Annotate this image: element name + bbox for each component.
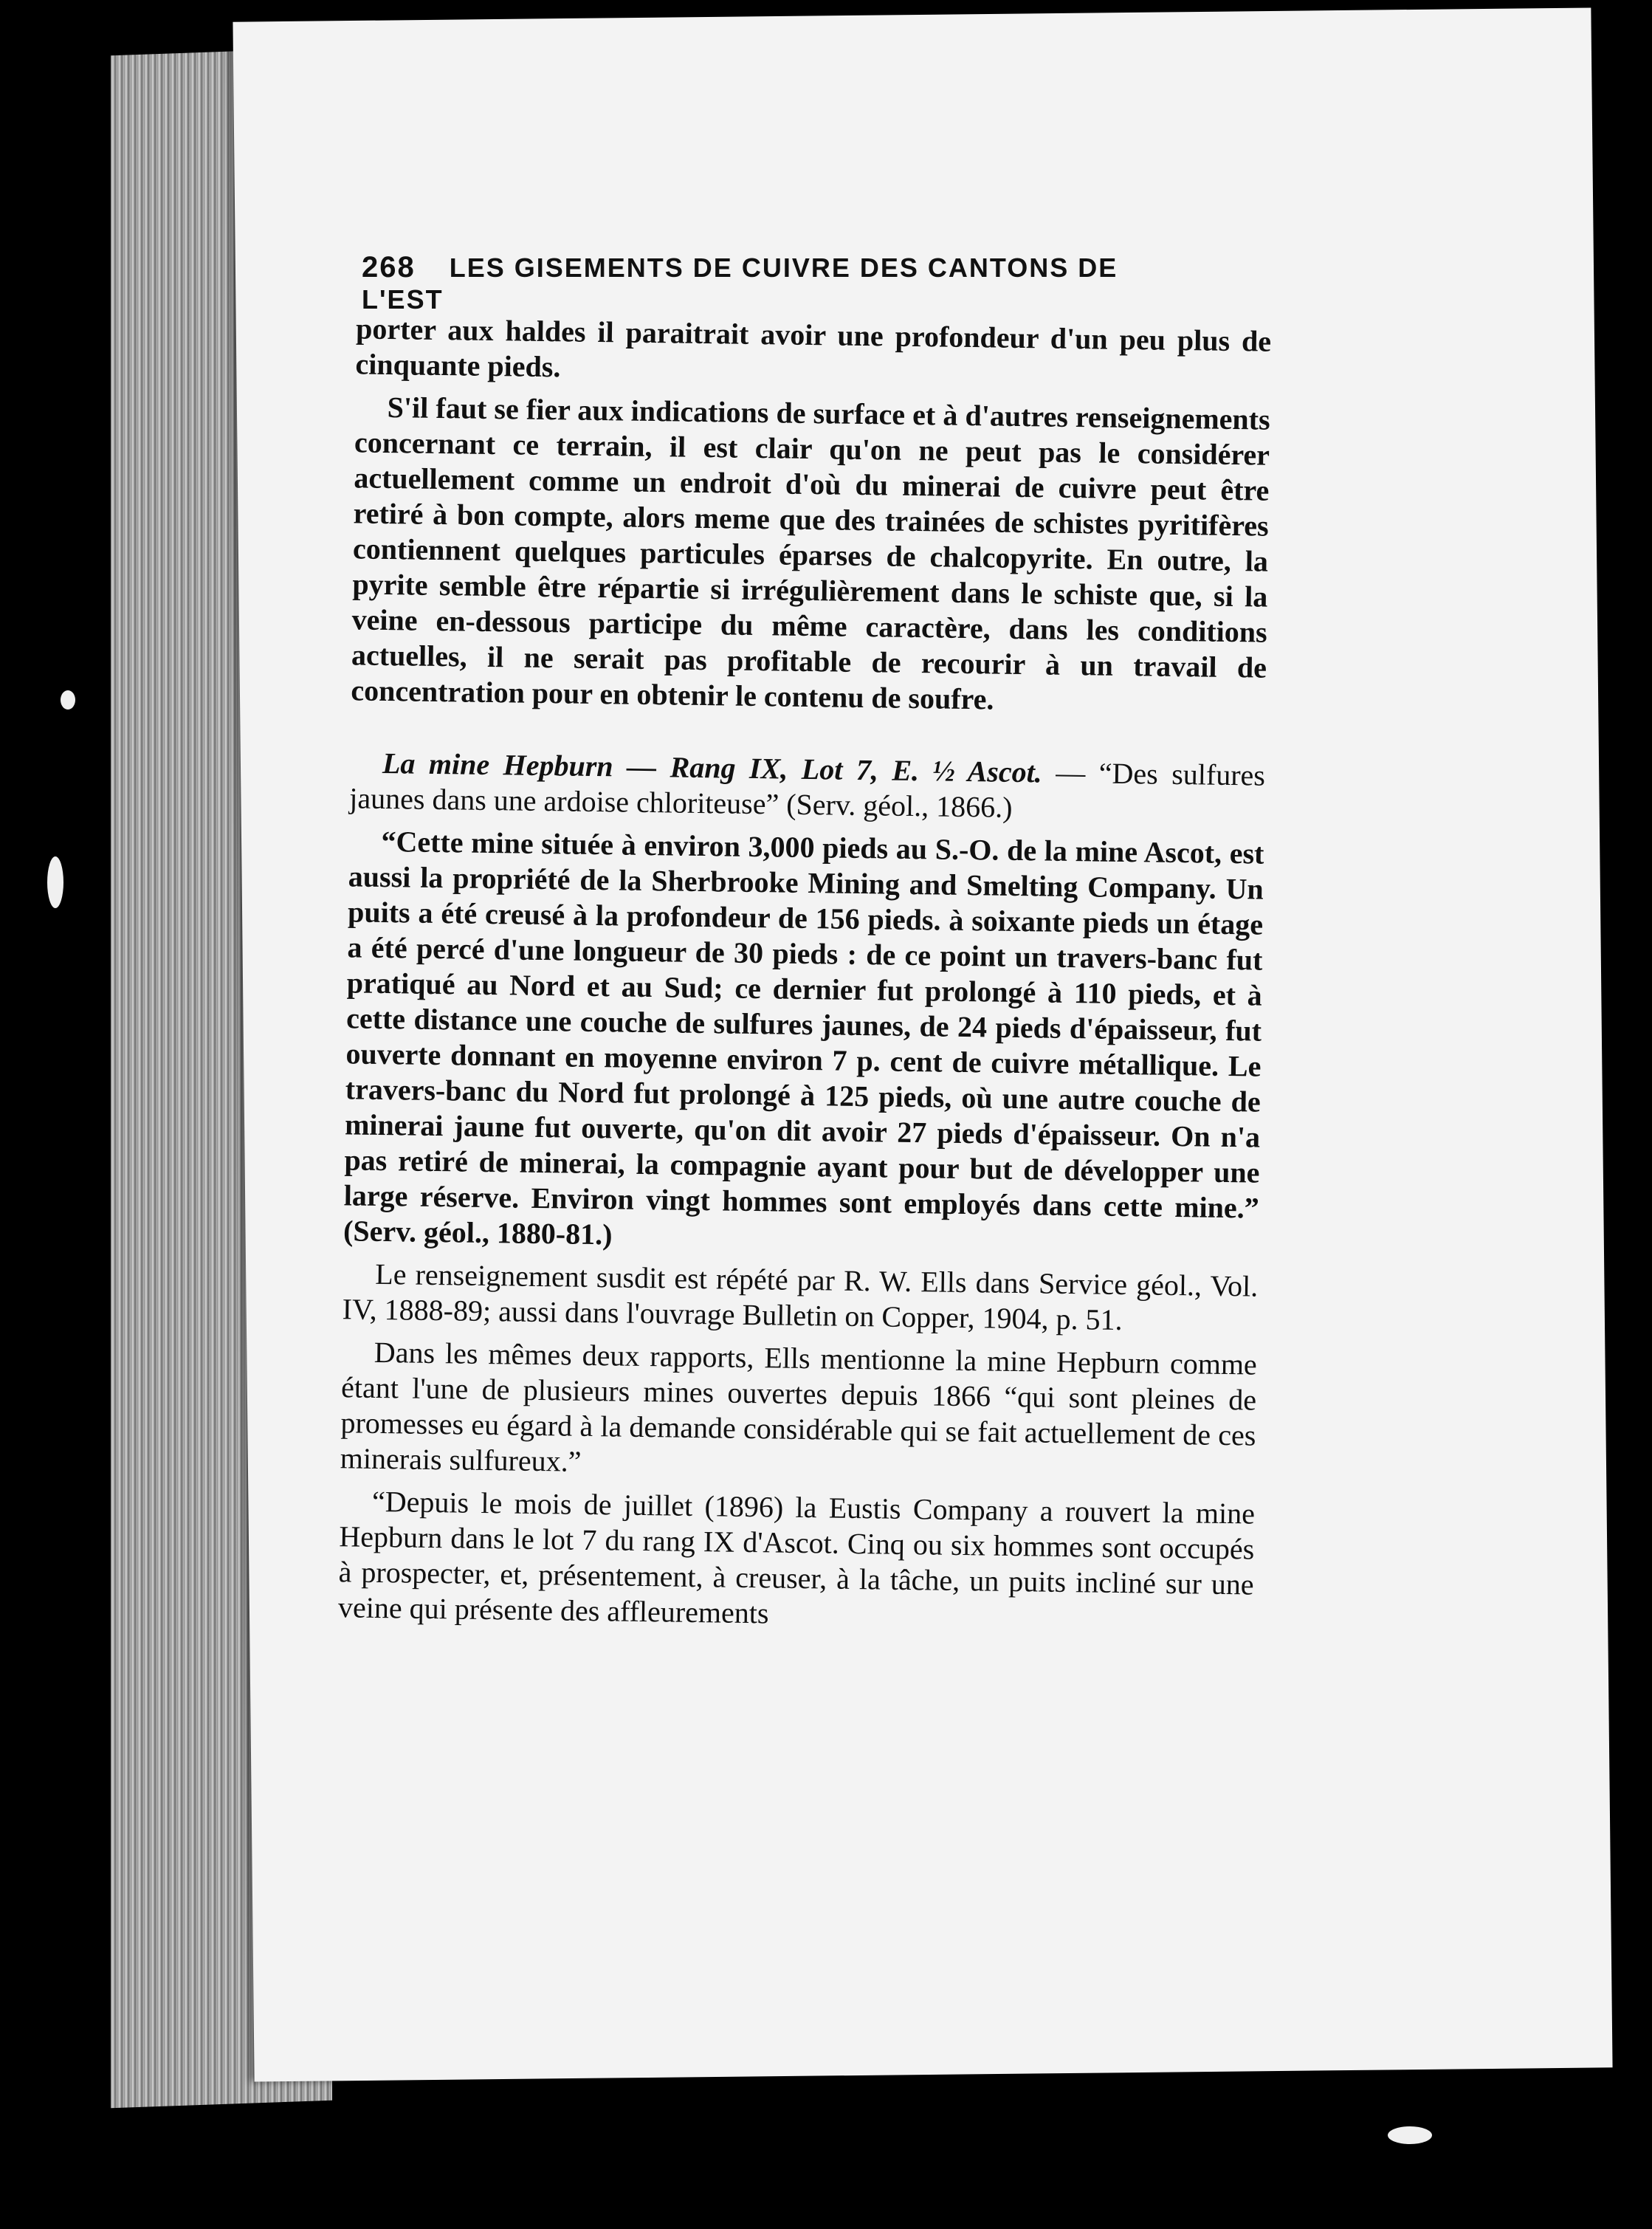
section-heading: La mine Hepburn — Rang IX, Lot 7, E. ½ Ascot.	[382, 746, 1043, 789]
running-title: LES GISEMENTS DE CUIVRE DES CANTONS DE L'EST	[362, 253, 1118, 315]
page-number: 268	[362, 251, 416, 284]
speck	[1388, 2126, 1432, 2144]
paragraph: “Cette mine située à environ 3,000 pieds au S.-O. de la mine Ascot, est aussi la propriété de la Sherbrooke Mining and Smelting Company. Un puits a été creusé à la profondeur de 156 pieds. à soixante pieds un étage a été percé d'une longueur de 30 pieds : de ce point un travers-banc fut pratiqué au Nord et au Sud; ce dernier fut prolongé à 110 pieds, et à cette distance une couche de sulfures jaunes, de 24 pieds d'épaisseur, fut ouverte donnant en moyenne environ 7 p. cent de cuivre métallique. Le travers-banc du Nord fut prolongé à 125 pieds, où une autre couche de minerai jaune fut ouverte, qu'on dit avoir 27 pieds d'épaisseur. On n'a pas retiré de minerai, la compagnie ayant pour but de développer une large réserve. Environ vingt hommes sont employés dans cette mine.” (Serv. géol., 1880-81.)	[343, 824, 1264, 1251]
paragraph: “Depuis le mois de juillet (1896) la Eustis Company a rouvert la mine Hepburn dans le lot 7 du rang IX d'Ascot. Cinq ou six hommes sont occupés à prospecter, et, présentement, à creuser, à la tâche, un puits incliné sur une veine qui présente des affleurements	[337, 1484, 1256, 1630]
paragraph: S'il faut se fier aux indications de surface et à d'autres renseignements concernant ce terrain, il est clair qu'on ne peut pas le considérer actuellement comme un endroit d'où du minerai de cuivre peut être retiré à bon compte, alors meme que des trainées de schistes pyritifères contiennent quelques particules éparses de chalcopyrite. En outre, la pyrite semble être répartie si irrégulièrement dans le schiste que, si la veine en-dessous participe du même caractère, dans les conditions actuelles, il ne serait pas profitable de recourir à un travail de concentration pour en obtenir le contenu de soufre.	[351, 391, 1270, 716]
section-heading-paragraph	[349, 745, 1265, 828]
paragraph: Le renseignement susdit est répété par R. W. Ells dans Service géol., Vol. IV, 1888-89; aussi dans l'ouvrage Bulletin on Copper, 1904, p. 51.	[342, 1257, 1259, 1337]
speck	[47, 856, 63, 908]
paragraph: porter aux haldes il paraitrait avoir une profondeur d'un peu plus de cinquante pieds.	[355, 312, 1272, 384]
section-heading-tail: — “Des sulfures jaunes dans une ardoise chloriteuse” (Serv. géol., 1866.)	[349, 755, 1266, 824]
running-head	[362, 251, 1159, 315]
speck	[61, 690, 75, 710]
paragraph: Dans les mêmes deux rapports, Ells mentionne la mine Hepburn comme étant l'une de plusieurs mines ouvertes depuis 1866 “qui sont pleines de promesses eu égard à la demande considérable qui se fait actuellement de ces minerais sulfureux.”	[340, 1335, 1258, 1478]
body-text	[338, 311, 1272, 1645]
